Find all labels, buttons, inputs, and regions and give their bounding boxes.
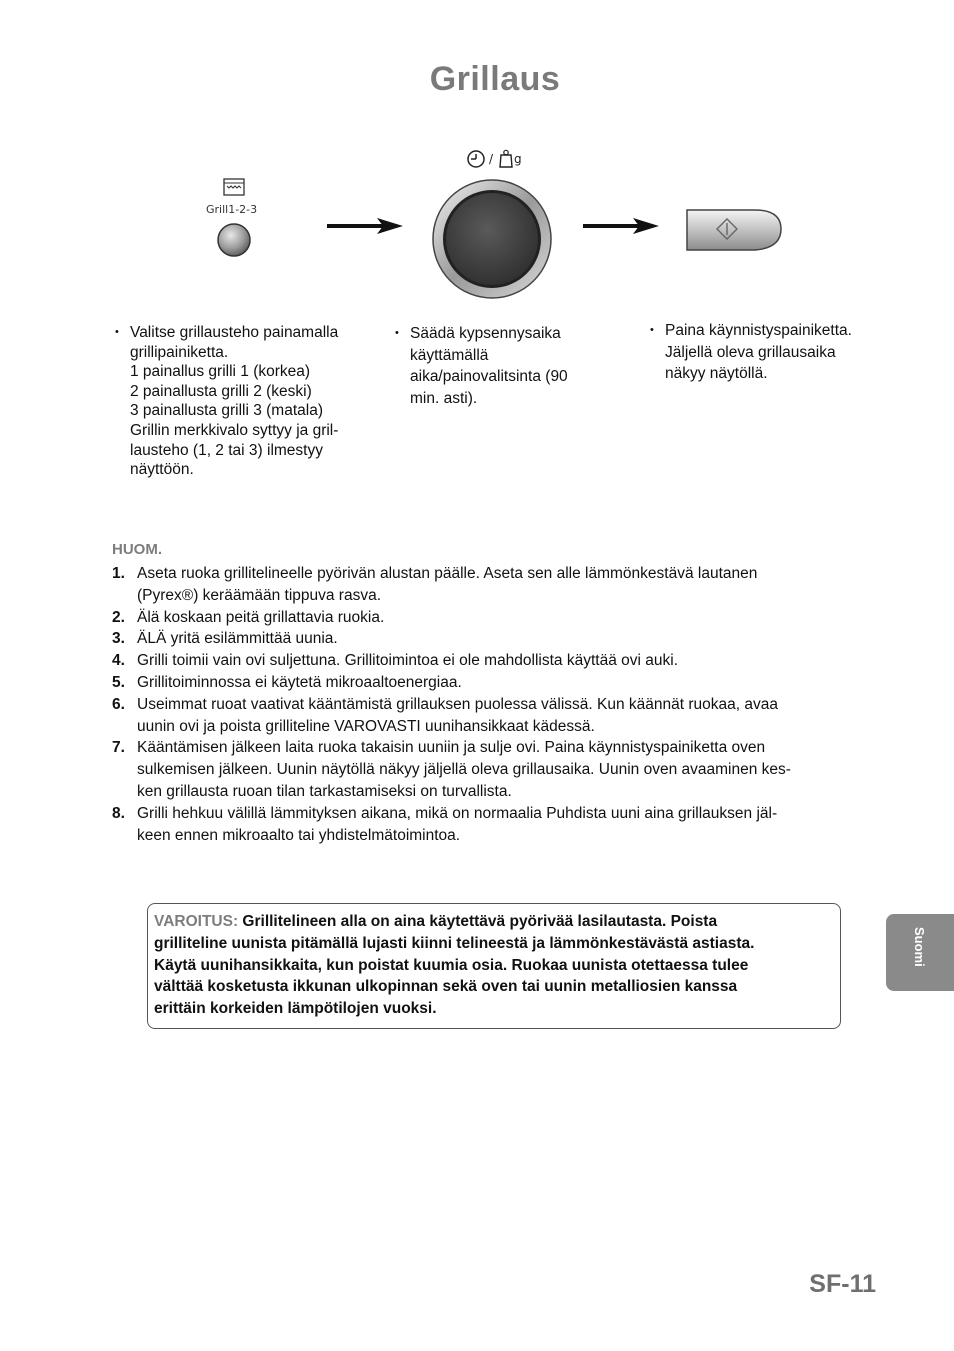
warning-first-line <box>154 911 840 933</box>
page-title: Grillaus <box>429 60 561 98</box>
notes-list <box>112 563 882 846</box>
step-3-text <box>650 320 852 385</box>
warning-line: grilliteline uunista pitämällä lujasti kiinni telineestä ja lämmönkestävästä astiasta. <box>154 934 755 952</box>
bullet: • <box>115 326 119 338</box>
step-line: min. asti). <box>410 389 478 407</box>
step-line: Grillin merkkivalo syttyy ja gril- <box>130 421 339 439</box>
step-line: 1 painallus grilli 1 (korkea) <box>130 363 311 381</box>
dial-separator: / <box>489 152 494 166</box>
time-weight-dial[interactable] <box>431 178 553 300</box>
note-item <box>112 628 882 650</box>
note-line: Grilli toimii vain ovi suljettuna. Grillitoimintoa ei ole mahdollista käyttää ovi auki. <box>137 652 679 670</box>
page-number: SF-11 <box>809 1270 876 1298</box>
note-item <box>112 694 882 738</box>
note-number: 5. <box>112 673 125 691</box>
note-item <box>112 737 882 802</box>
step-1-text <box>115 323 339 480</box>
note-number: 3. <box>112 630 125 648</box>
step-line: grillipainiketta. <box>130 343 229 361</box>
start-button[interactable] <box>685 207 783 253</box>
note-item <box>112 650 882 672</box>
step-line: Säädä kypsennysaika <box>410 325 561 342</box>
note-line: sulkemisen jälkeen. Uunin näytöllä näkyy jäljellä oleva grillausaika. Uunin oven avaaminen kes- <box>137 761 791 779</box>
step-line: näkyy näytöllä. <box>665 365 768 382</box>
notes-heading: HUOM. <box>112 541 162 558</box>
oven-grill-icon <box>223 178 245 196</box>
bullet: • <box>395 327 399 339</box>
note-line: Älä koskaan peitä grillattavia ruokia. <box>137 608 385 626</box>
note-line: ÄLÄ yritä esilämmittää uunia. <box>137 630 338 648</box>
note-line: ken grillausta ruoan tilan tarkastamiseksi on turvallista. <box>137 782 512 800</box>
warning-line: välttää kosketusta ikkunan ulkopinnan sekä oven tai uunin metalliosien kanssa <box>154 978 738 996</box>
note-number: 4. <box>112 652 125 670</box>
weight-icon <box>498 149 514 169</box>
step-line: käyttämällä <box>410 346 489 364</box>
step-line: 2 painallusta grilli 2 (keski) <box>130 382 312 400</box>
arrow-right-icon <box>327 216 403 236</box>
grill-button[interactable] <box>216 222 252 258</box>
note-number: 2. <box>112 608 125 626</box>
warning-box <box>147 903 841 1029</box>
note-number: 1. <box>112 565 125 582</box>
note-line: keen ennen mikroaalto tai yhdistelmätoimintoa. <box>137 826 461 844</box>
step-2-text <box>395 323 568 409</box>
note-line: (Pyrex®) keräämään tippuva rasva. <box>137 586 382 604</box>
note-line: Grillitoiminnossa ei käytetä mikroaaltoenergiaa. <box>137 673 462 691</box>
note-line: uunin ovi ja poista grilliteline VAROVASTI uunihansikkaat kädessä. <box>137 717 595 735</box>
step-line: Paina käynnistyspainiketta. <box>665 322 852 339</box>
note-item <box>112 803 882 847</box>
note-item <box>112 672 882 694</box>
warning-label: VAROITUS: <box>154 913 239 930</box>
clock-icon <box>466 149 486 169</box>
note-item <box>112 563 882 607</box>
note-number: 8. <box>112 804 125 822</box>
warning-text: Grillitelineen alla on aina käytettävä pyörivää lasilautasta. Poista <box>242 913 718 930</box>
language-tab-label: Suomi <box>912 927 927 967</box>
note-line: Grilli hehkuu välillä lämmityksen aikana, mikä on normaalia Puhdista uuni aina grillauksen jäl- <box>137 804 778 822</box>
step-line: Jäljellä oleva grillausaika <box>665 343 836 361</box>
bullet: • <box>650 324 654 336</box>
note-number: 6. <box>112 695 125 713</box>
warning-line: Käytä uunihansikkaita, kun poistat kuumia osia. Ruokaa uunista otettaessa tulee <box>154 956 749 974</box>
note-line: Kääntämisen jälkeen laita ruoka takaisin uuniin ja sulje ovi. Paina käynnistyspainiketta oven <box>137 739 766 757</box>
warning-line: erittäin korkeiden lämpötilojen vuoksi. <box>154 1000 437 1018</box>
note-line: Useimmat ruoat vaativat kääntämistä grillauksen puolessa välissä. Kun käännät ruokaa, avaa <box>137 695 779 713</box>
step-line: lausteho (1, 2 tai 3) ilmestyy <box>130 441 323 459</box>
arrow-right-icon <box>583 216 659 236</box>
step-line: Valitse grillausteho painamalla <box>130 324 339 341</box>
note-item <box>112 607 882 629</box>
note-number: 7. <box>112 739 125 757</box>
step-line: näyttöön. <box>130 461 194 479</box>
step-line: 3 painallusta grilli 3 (matala) <box>130 402 323 420</box>
grill-button-label: Grill1-2-3 <box>206 203 258 216</box>
step-line: aika/painovalitsinta (90 <box>410 368 568 385</box>
dial-label-g: g <box>514 152 522 166</box>
note-line: Aseta ruoka grillitelineelle pyörivän alustan päälle. Aseta sen alle lämmönkestävä lautanen <box>137 565 758 582</box>
language-tab <box>886 914 954 991</box>
